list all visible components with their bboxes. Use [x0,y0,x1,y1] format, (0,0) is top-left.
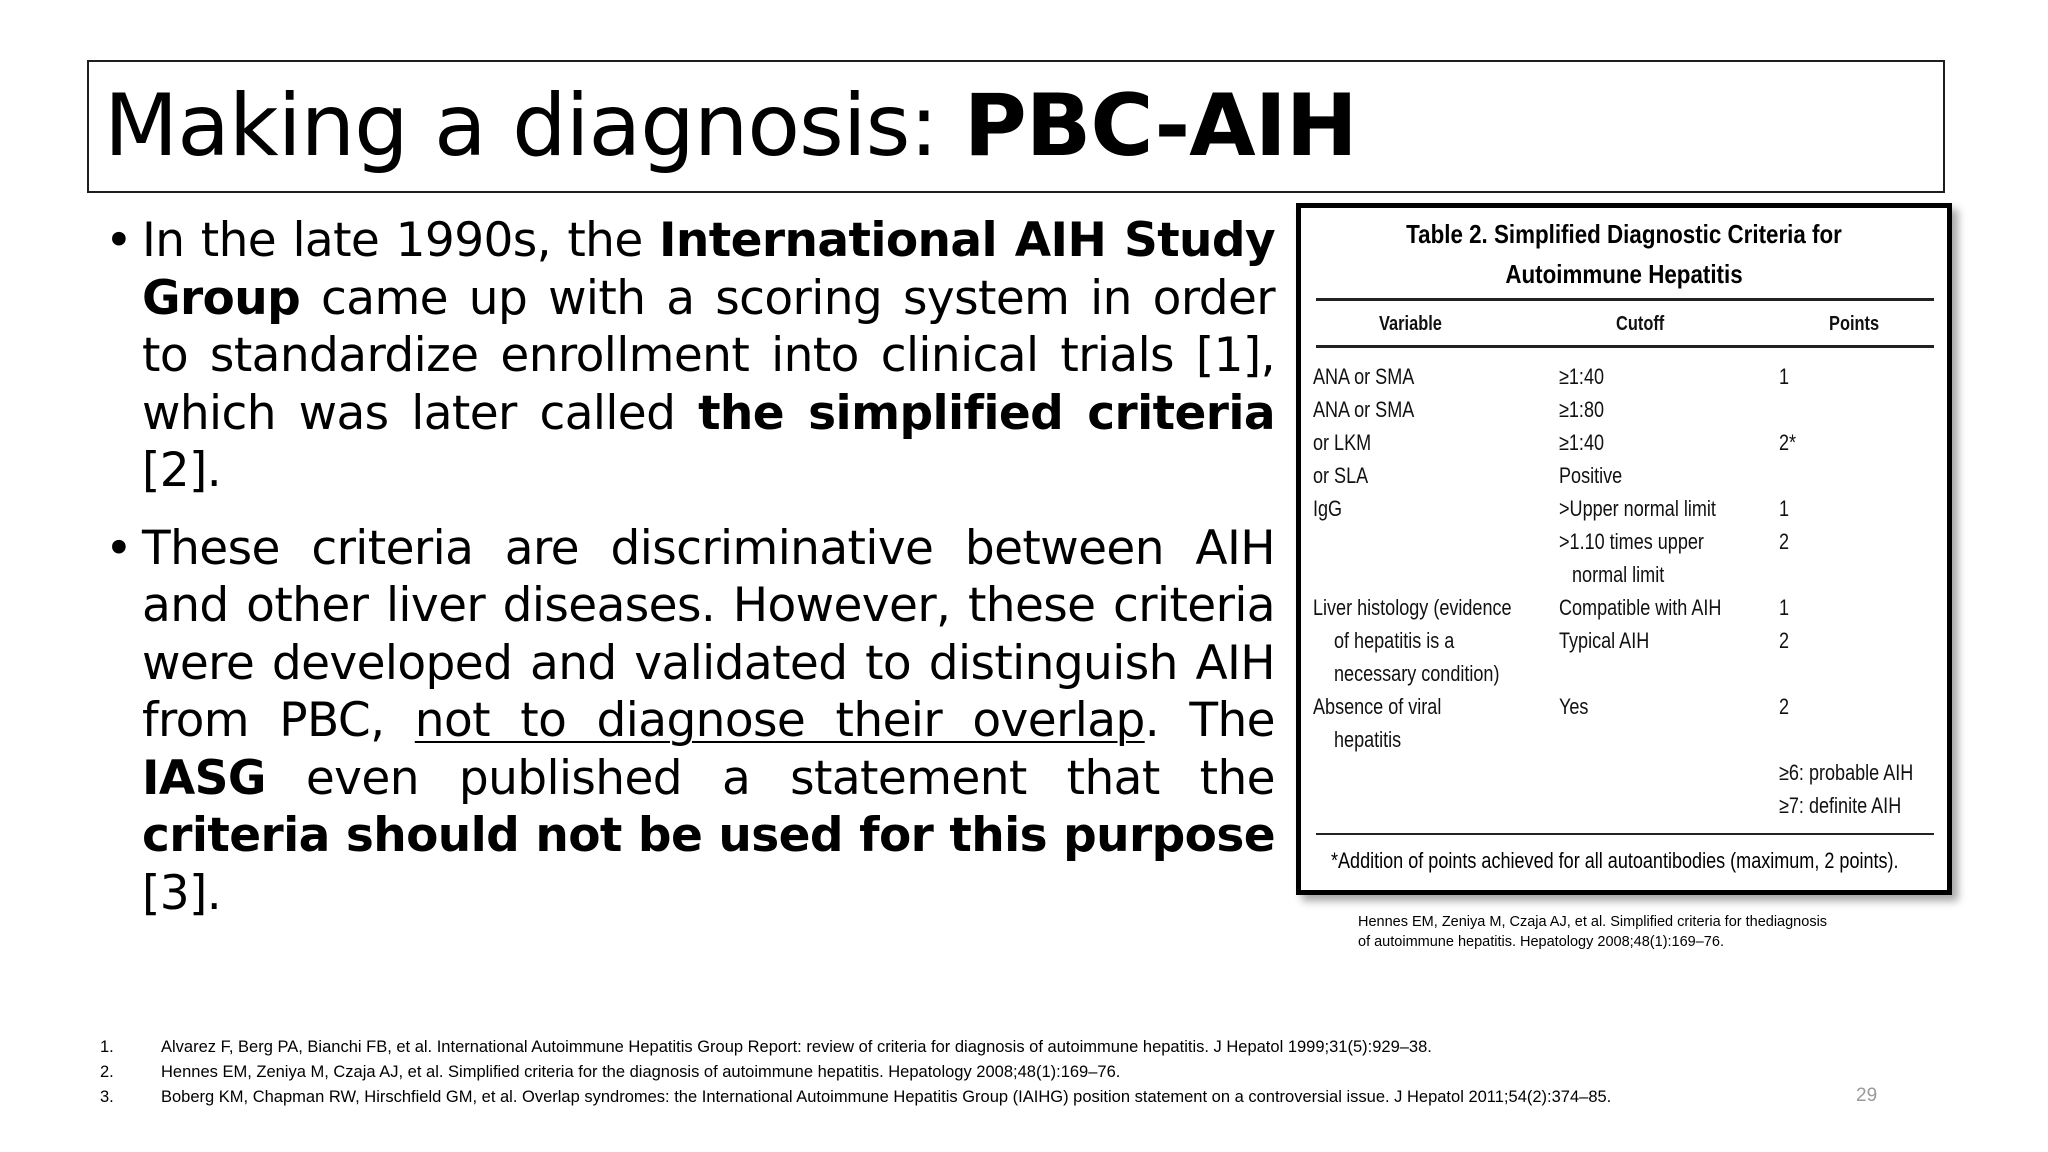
citation-line-1: Hennes EM, Zeniya M, Czaja AJ, et al. Simplified criteria for thediagnosis [1358,914,1828,930]
reference-text: Boberg KM, Chapman RW, Hirschfield GM, et al. Overlap syndromes: the International Autoimmune Hepatitis Group (IAIHG) position statement on a controversial issue. J Hepatol 2011;54(2):374–85. [161,1088,1612,1106]
reference-item [100,1085,1611,1110]
row3-variable: or LKM [1313,430,1372,455]
bullet-item-1 [105,212,1275,500]
reference-number: 2. [100,1063,114,1081]
row9-cutoff: Typical AIH [1559,628,1650,653]
header-cutoff: Cutoff [1616,313,1665,335]
reference-number: 3. [100,1088,114,1106]
row8-cutoff: Compatible with AIH [1559,595,1722,620]
row3-points: 2* [1779,430,1797,455]
row2-cutoff: ≥1:80 [1559,397,1605,422]
bullet-dot: • [105,213,133,268]
score-probable: ≥6: probable AIH [1779,760,1914,785]
row11-cutoff: Yes [1559,694,1589,719]
score-definite: ≥7: definite AIH [1779,793,1902,818]
row2-variable: ANA or SMA [1313,397,1415,422]
row9-variable: of hepatitis is a [1334,628,1455,653]
header-points: Points [1829,313,1880,335]
reference-item [100,1035,1611,1060]
reference-text: Hennes EM, Zeniya M, Czaja AJ, et al. Simplified criteria for the diagnosis of autoimmune hepatitis. Hepatology 2008;48(1):169–76. [161,1063,1121,1081]
row5-variable: IgG [1313,496,1343,521]
row11-variable: Absence of viral [1313,694,1442,719]
row5-cutoff: >Upper normal limit [1559,496,1716,521]
bullet1-bold-simplified-criteria: the simplified criteria [698,385,1275,441]
bullet2-underlined-text: not to diagnose their overlap [414,693,1145,748]
row1-cutoff: ≥1:40 [1559,364,1605,389]
title-bold: PBC-AIH [963,76,1357,176]
table-bottom-rule [1316,833,1934,835]
bullet1-text: In the late 1990s, the [142,213,660,268]
row9-points: 2 [1779,628,1790,653]
citation-line-2: of autoimmune hepatitis. Hepatology 2008;48(1):169–76. [1358,934,1724,950]
row8-points: 1 [1779,595,1790,620]
header-variable: Variable [1379,313,1442,335]
table-header-rule [1316,345,1934,348]
title-regular: Making a diagnosis: [104,76,964,176]
table-citation [1358,912,1918,952]
bullet2-text: . The [1144,693,1275,748]
bullet2-text: even published a statement that the [265,750,1275,806]
bullet-list [105,212,1275,942]
row3-cutoff: ≥1:40 [1559,430,1605,455]
bullet2-bold-statement: criteria should not be used for this purpose [142,808,1275,863]
row4-cutoff: Positive [1559,463,1623,488]
row11-points: 2 [1779,694,1790,719]
criteria-table-image [1296,203,1952,895]
row12-variable: hepatitis [1334,727,1402,752]
row6-points: 2 [1779,529,1790,554]
bullet1-text: [2]. [142,443,222,498]
references-list [100,1035,1611,1110]
bullet2-text: [3]. [142,865,222,921]
row4-variable: or SLA [1313,463,1369,488]
row1-points: 1 [1779,364,1790,389]
row10-variable: necessary condition) [1334,661,1500,686]
page-number: 29 [1856,1085,1878,1106]
slide-title [104,70,1357,182]
bullet2-text: These criteria are discriminative between AIH and other liver diseases. However, these criteria were developed and validated to distinguish AIH from PBC, [142,520,1275,748]
table-title-line-1: Table 2. Simplified Diagnostic Criteria for [1406,219,1842,249]
bullet1-bold-study-group: International AIH Study Group [142,213,1275,326]
bullet-item-2 [105,520,1275,923]
table-title [1346,214,1902,294]
reference-number: 1. [100,1038,114,1056]
row6-cutoff: >1.10 times upper [1559,529,1704,554]
bullet1-text: came up with a scoring system in order to standardize enrollment into clinical trials [1], which was later called [142,270,1275,441]
row1-variable: ANA or SMA [1313,364,1415,389]
reference-item [100,1060,1611,1085]
row8-variable: Liver histology (evidence [1313,595,1512,620]
table-top-rule [1316,298,1934,301]
row7-cutoff: normal limit [1572,562,1665,587]
reference-text: Alvarez F, Berg PA, Bianchi FB, et al. International Autoimmune Hepatitis Group Report: review of criteria for diagnosis of autoimmune hepatitis. J Hepatol 1999;31(5):929–38. [161,1038,1432,1056]
bullet2-bold-iasg: IASG [142,750,266,806]
row5-points: 1 [1779,496,1790,521]
table-footnote: *Addition of points achieved for all autoantibodies (maximum, 2 points). [1331,848,1899,873]
bullet-dot: • [105,520,133,576]
table-title-line-2: Autoimmune Hepatitis [1505,259,1743,289]
